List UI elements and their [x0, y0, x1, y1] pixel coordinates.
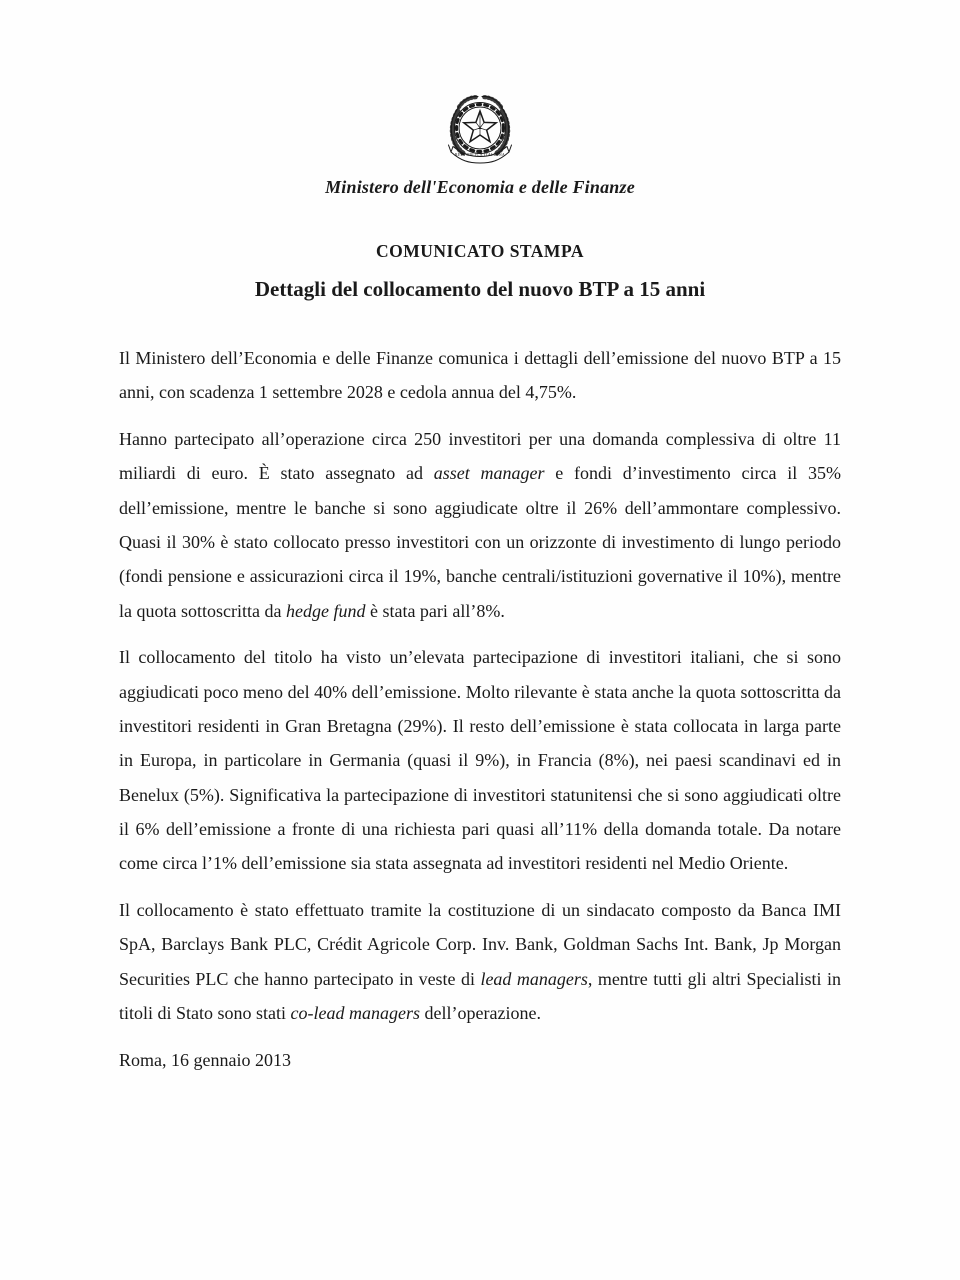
text-run: Hanno partecipato all’operazione circa 250 investitori per una domanda complessiva di oltre 11 miliardi di euro. È stato assegnato ad: [119, 429, 841, 484]
body-paragraph: [119, 341, 841, 410]
text-run: e fondi d’investimento circa il 35% dell’emissione, mentre le banche si sono aggiudicate oltre il 26% dell’ammontare complessivo. Quasi il 30% è stato collocato presso investitori con un orizzonte di investimento di lungo periodo (fondi pensione e assicurazioni circa il 19%, banche centrali/istituzioni governative il 10%), mentre la quota sottoscritta da: [119, 463, 841, 621]
text-run: Il collocamento del titolo ha visto un’elevata partecipazione di investitori italiani, che si sono aggiudicati poco meno del 40% dell’emissione. Molto rilevante è stata anche la quota sottoscritta da investitori residenti in Gran Bretagna (29%). Il resto dell’emissione è stata collocata in larga parte in Europa, in particolare in Germania (quasi il 9%), in Francia (8%), nei paesi scandinavi ed in Benelux (5%). Significativa la partecipazione di investitori statunitensi che si sono aggiudicati oltre il 6% dell’emissione a fronte di una richiesta pari quasi all’11% della domanda totale. Da notare come circa l’1% dell’emissione sia stata assegnata ad investitori residenti nel Medio Oriente.: [119, 647, 841, 874]
body-paragraph: [119, 893, 841, 1030]
dateline: Roma, 16 gennaio 2013: [119, 1050, 291, 1071]
star-icon: [464, 111, 496, 142]
text-run: , mentre tutti gli altri Specialisti in titoli di Stato sono stati: [119, 968, 841, 1023]
press-release-title: Dettagli del collocamento del nuovo BTP a 15 anni: [254, 277, 706, 301]
text-run: dell’operazione.: [420, 1002, 541, 1023]
ministry-name: Ministero dell'Economia e delle Finanze: [325, 177, 635, 197]
text-run: Il Ministero dell’Economia e delle Finanze comunica i dettagli dell’emissione del nuovo BTP a 15 anni, con scadenza 1 settembre 2028 e cedola annua del 4,75%.: [119, 348, 841, 403]
italic-text-run: lead managers: [480, 968, 588, 989]
italic-text-run: hedge fund: [285, 600, 366, 621]
italic-text-run: asset manager: [433, 463, 545, 484]
text-run: è stata pari all’8%.: [365, 600, 505, 621]
body-paragraph: [119, 422, 841, 628]
document-header: [0, 0, 960, 198]
title-block: [0, 240, 960, 303]
italian-republic-emblem-logo: [438, 91, 522, 175]
body-paragraph: [119, 640, 841, 880]
italic-text-run: co-lead managers: [290, 1002, 420, 1023]
press-release-kicker: COMUNICATO STAMPA: [376, 241, 584, 261]
text-run: Il collocamento è stato effettuato tramite la costituzione di un sindacato composto da Banca IMI SpA, Barclays Bank PLC, Crédit Agricole Corp. Inv. Bank, Goldman Sachs Int. Bank, Jp Morgan Securities PLC che hanno partecipato in veste di: [119, 899, 841, 989]
press-release-body: [119, 341, 841, 1030]
ribbon-banner-text: REPVBBLICA ITALIANA: [454, 152, 506, 157]
republic-emblem-icon: [438, 91, 522, 175]
